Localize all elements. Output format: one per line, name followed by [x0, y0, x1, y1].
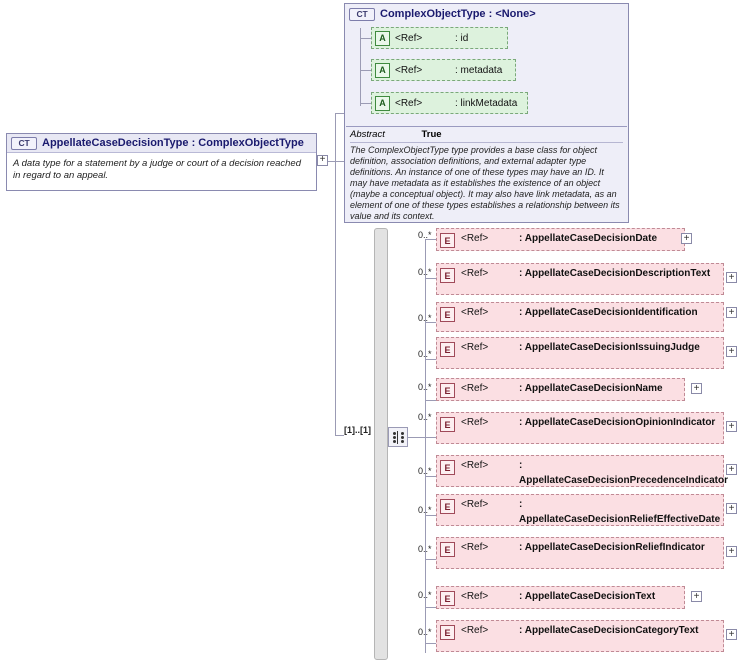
element-row-appellate-case-decision-description-text[interactable] — [436, 263, 724, 295]
element-branch-line — [425, 643, 436, 644]
element-branch-line — [425, 437, 436, 438]
attribute-ref: <Ref> — [395, 97, 423, 109]
element-row-appellate-case-decision-category-text[interactable] — [436, 620, 724, 652]
expand-icon[interactable]: + — [726, 503, 737, 514]
connector-line — [335, 435, 344, 436]
complex-object-type-title: ComplexObjectType : <None> — [380, 8, 536, 20]
page-title: AppellateCaseDecisionType : ComplexObjectType — [42, 137, 304, 149]
element-name: : AppellateCaseDecisionCategoryText — [519, 625, 699, 636]
sequence-cardinality: [1]..[1] — [344, 425, 371, 435]
element-ref: <Ref> — [461, 268, 489, 279]
element-icon: E — [440, 268, 455, 283]
complex-type-icon: CT — [11, 137, 37, 150]
attribute-name: : id — [455, 32, 469, 44]
element-ref: <Ref> — [461, 417, 489, 428]
abstract-label: Abstract — [350, 129, 385, 140]
occurrence-label: 0..* — [418, 313, 432, 323]
abstract-row — [350, 129, 623, 143]
element-icon: E — [440, 460, 455, 475]
element-name: : AppellateCaseDecisionIdentification — [519, 307, 698, 318]
element-name: : AppellateCaseDecisionReliefIndicator — [519, 542, 705, 553]
element-branch-line — [425, 278, 436, 279]
expand-icon[interactable]: + — [726, 629, 737, 640]
abstract-value: True — [421, 129, 442, 140]
occurrence-label: 0..* — [418, 505, 432, 515]
element-ref: <Ref> — [461, 342, 489, 353]
element-ref: <Ref> — [461, 499, 489, 510]
element-name: : AppellateCaseDecisionIssuingJudge — [519, 342, 700, 353]
attribute-name: : metadata — [455, 64, 503, 76]
element-row-appellate-case-decision-relief-indicator[interactable] — [436, 537, 724, 569]
attribute-row-linkmetadata[interactable] — [371, 92, 528, 114]
element-icon: E — [440, 342, 455, 357]
expand-icon[interactable]: + — [726, 546, 737, 557]
attribute-ref: <Ref> — [395, 64, 423, 76]
expand-icon[interactable]: + — [726, 307, 737, 318]
connector-line — [335, 113, 336, 435]
complex-object-type-header — [345, 4, 628, 24]
element-row-appellate-case-decision-text[interactable] — [436, 586, 685, 609]
element-icon: E — [440, 542, 455, 557]
element-row-appellate-case-decision-precedence-indicator[interactable] — [436, 455, 728, 487]
element-icon: E — [440, 499, 455, 514]
element-branch-line — [425, 476, 436, 477]
element-name: : AppellateCaseDecisionText — [519, 591, 656, 602]
element-ref: <Ref> — [461, 383, 489, 394]
element-ref: <Ref> — [461, 460, 489, 471]
expand-icon[interactable]: + — [691, 591, 702, 602]
expand-icon[interactable]: + — [726, 346, 737, 357]
attribute-ref: <Ref> — [395, 32, 423, 44]
occurrence-label: 0..* — [418, 590, 432, 600]
expand-icon[interactable]: + — [726, 464, 737, 475]
element-branch-line — [425, 559, 436, 560]
attribute-branch-line — [360, 28, 361, 106]
connector-line — [328, 161, 344, 162]
expand-icon[interactable]: + — [681, 233, 692, 244]
attribute-icon: A — [375, 96, 390, 111]
element-icon: E — [440, 591, 455, 606]
expand-icon[interactable]: + — [726, 421, 737, 432]
element-row-appellate-case-decision-name[interactable] — [436, 378, 685, 401]
occurrence-label: 0..* — [418, 267, 432, 277]
element-name: : AppellateCaseDecisionName — [519, 383, 663, 394]
element-name: : AppellateCaseDecisionOpinionIndicator — [519, 417, 716, 428]
element-ref: <Ref> — [461, 233, 489, 244]
element-ref: <Ref> — [461, 542, 489, 553]
element-branch-line — [425, 359, 436, 360]
element-branch-line — [425, 515, 436, 516]
element-row-appellate-case-decision-identification[interactable] — [436, 302, 724, 332]
element-ref: <Ref> — [461, 625, 489, 636]
element-ref: <Ref> — [461, 307, 489, 318]
expand-icon[interactable]: + — [726, 272, 737, 283]
expand-icon[interactable]: + — [691, 383, 702, 394]
appellate-case-decision-type-box[interactable] — [6, 133, 317, 191]
attribute-row-metadata[interactable] — [371, 59, 516, 81]
sequence-compositor-icon[interactable] — [388, 427, 408, 447]
occurrence-label: 0..* — [418, 466, 432, 476]
occurrence-label: 0..* — [418, 627, 432, 637]
element-icon: E — [440, 307, 455, 322]
element-row-appellate-case-decision-date[interactable] — [436, 228, 685, 251]
sequence-bar — [374, 228, 388, 660]
main-type-header — [7, 134, 316, 153]
attribute-icon: A — [375, 63, 390, 78]
element-name: : AppellateCaseDecisionReliefEffectiveDate — [519, 499, 721, 525]
complex-type-icon: CT — [349, 8, 375, 21]
complex-object-type-details — [346, 126, 627, 221]
complex-object-type-documentation: The ComplexObjectType type provides a base class for object definition, association definitions, and external adapter type definitions. An instance of one of these types may have an ID. It may have metadata as it establishes the existence of an object (maybe a conceptual object). It may also have link metadata, as an element of one of these types establishes a relationship between its value and its context. — [350, 145, 620, 221]
element-icon: E — [440, 625, 455, 640]
element-name: : AppellateCaseDecisionDate — [519, 233, 658, 244]
occurrence-label: 0..* — [418, 412, 432, 422]
element-icon: E — [440, 233, 455, 248]
occurrence-label: 0..* — [418, 349, 432, 359]
element-branch-line — [425, 400, 436, 401]
element-icon: E — [440, 417, 455, 432]
element-name: : AppellateCaseDecisionPrecedenceIndicator — [519, 460, 728, 486]
occurrence-label: 0..* — [418, 230, 432, 240]
expand-icon[interactable] — [317, 155, 328, 166]
main-type-documentation: A data type for a statement by a judge or court of a decision reached in regard to an appeal. — [13, 158, 301, 181]
element-name: : AppellateCaseDecisionDescriptionText — [519, 268, 711, 279]
element-ref: <Ref> — [461, 591, 489, 602]
occurrence-label: 0..* — [418, 544, 432, 554]
element-icon: E — [440, 383, 455, 398]
attribute-row-id[interactable] — [371, 27, 508, 49]
element-row-appellate-case-decision-issuing-judge[interactable] — [436, 337, 724, 369]
element-branch-line — [425, 607, 436, 608]
attribute-name: : linkMetadata — [455, 97, 518, 109]
attribute-icon: A — [375, 31, 390, 46]
element-row-appellate-case-decision-relief-effective-date[interactable] — [436, 494, 724, 526]
occurrence-label: 0..* — [418, 382, 432, 392]
element-row-appellate-case-decision-opinion-indicator[interactable] — [436, 412, 724, 444]
